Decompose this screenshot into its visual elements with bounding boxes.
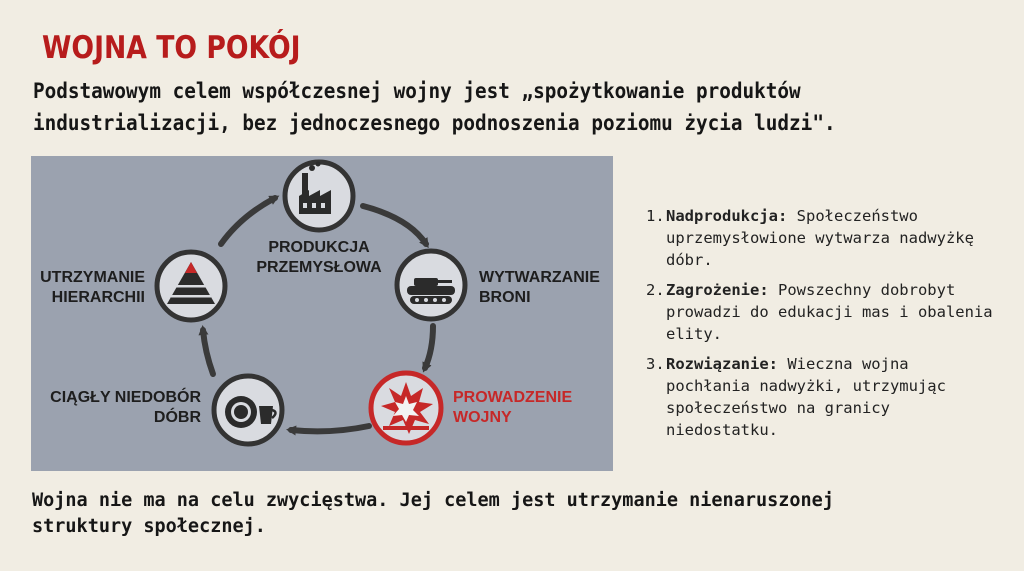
tank-icon xyxy=(407,278,455,304)
label-production-line-2: PRZEMYSŁOWA xyxy=(256,259,382,276)
label-scarcity-line-2: DÓBR xyxy=(153,409,201,426)
step-term: Nadprodukcja: xyxy=(666,207,788,225)
step-term: Zagrożenie: xyxy=(666,281,769,299)
node-hierarchy xyxy=(157,252,225,320)
arrow-war-to-scarcity xyxy=(291,426,369,431)
list-item xyxy=(646,205,996,271)
arrow-scarcity-to-hierarchy xyxy=(203,330,213,374)
step-term: Rozwiązanie: xyxy=(666,355,778,373)
node-weapons xyxy=(397,251,465,319)
list-item xyxy=(646,353,996,441)
closing-line-2: struktury społecznej. xyxy=(32,516,266,537)
arrow-weapons-to-war xyxy=(425,326,433,368)
step-number: 3. xyxy=(646,355,665,373)
step-description: Wieczna wojna pochłania nadwyżki, utrzymując społeczeństwo na granicy niedostatku. xyxy=(666,355,946,439)
subtitle-line-1: Podstawowym celem współczesnej wojny jest „spożytkowanie produktów xyxy=(33,79,801,103)
arrow-hierarchy-to-production xyxy=(221,198,275,244)
subtitle-line-2: industrializacji, bez jednoczesnego podnoszenia poziomu życia ludzi". xyxy=(33,111,836,135)
page-title: WOJNA TO POKÓJ xyxy=(42,30,301,66)
cycle-diagram xyxy=(31,156,613,471)
label-weapons-line-2: BRONI xyxy=(479,289,531,306)
label-war-line-2: WOJNY xyxy=(453,409,512,426)
label-scarcity-line-1: CIĄGŁY NIEDOBÓR xyxy=(50,389,201,406)
arrow-production-to-weapons xyxy=(363,206,426,244)
label-hierarchy-line-1: UTRZYMANIE xyxy=(40,269,145,286)
label-weapons-line-1: WYTWARZANIE xyxy=(479,269,600,286)
step-number: 2. xyxy=(646,281,665,299)
label-production-line-1: PRODUKCJA xyxy=(268,239,370,256)
step-description: Społeczeństwo uprzemysłowione wytwarza nadwyżkę dóbr. xyxy=(666,207,974,269)
label-hierarchy-line-2: HIERARCHII xyxy=(51,289,145,306)
node-production xyxy=(285,162,353,231)
closing-line-1: Wojna nie ma na celu zwycięstwa. Jej celem jest utrzymanie nienaruszonej xyxy=(32,490,834,511)
label-war-line-1: PROWADZENIE xyxy=(453,389,573,406)
step-description: Powszechny dobrobyt prowadzi do edukacji mas i obalenia elity. xyxy=(666,281,993,343)
list-item xyxy=(646,279,996,345)
steps-list xyxy=(646,205,996,449)
node-scarcity xyxy=(214,376,282,444)
node-war xyxy=(371,373,441,443)
step-number: 1. xyxy=(646,207,665,225)
